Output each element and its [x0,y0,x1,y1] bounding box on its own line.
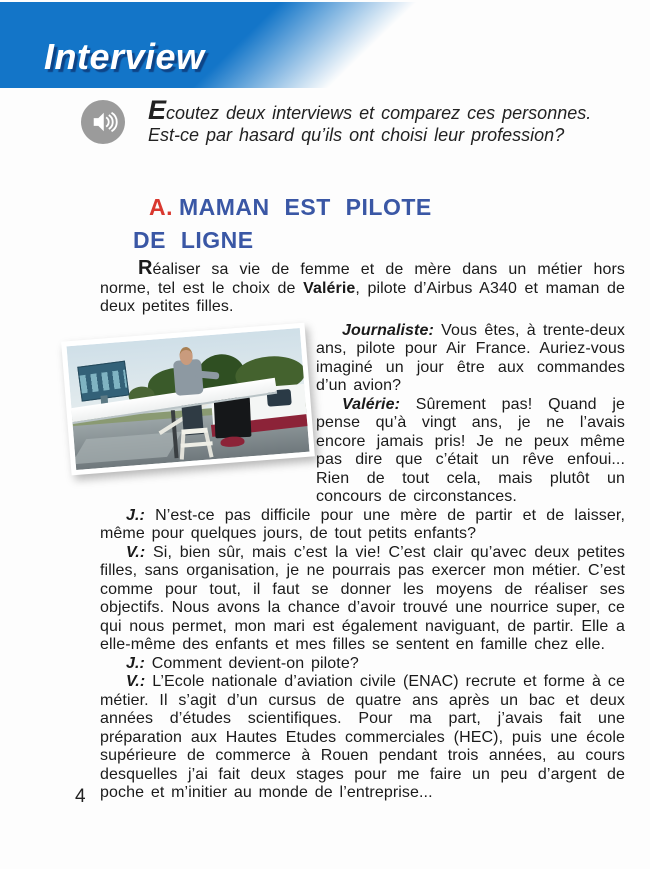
speaker-label: J.: [126,506,145,524]
pilot-photo [61,322,315,475]
instruction-dropcap: E [148,95,167,125]
speaker-label: Journaliste: [342,321,434,339]
speaker-label: Valérie: [342,395,401,413]
speaker-label: V.: [126,673,146,690]
page-title: Interview [44,36,205,77]
photo-float [100,322,316,494]
lead-paragraph [100,259,625,317]
section-title-line1: MAMAN EST PILOTE [179,194,432,220]
dialogue-paragraph [100,673,625,803]
speaker-label: J.: [126,654,145,672]
dialogue-text: Si, bien sûr, mais c’est la vie! C’est clair qu’avec deux petites filles, sans organisation, je ne pourrais pas exercer mon métier. C’est comme pour tout, il faut se donner les moyens de réaliser ses objectifs. Nous avons la chance d’avoir trouvé une nourrice super, ce qui nous permet, mon mari est également naviguant, de partir. Elle a elle-même des enfants et mes filles se sentent en famille chez elle. [100,543,625,653]
speaker-glyph [86,105,120,139]
dialogue-text: Vous êtes, à trente-deux ans, pilote pour Air France. Auriez-vous imaginé un jour être aux commandes d’un avion? [316,321,625,394]
speaker-icon [81,100,125,144]
instruction-text: coutez deux interviews et comparez ces personnes. Est-ce par hasard qu’ils ont choisi leur profession? [148,103,592,145]
article-body [100,259,625,803]
section-title-line2: DE LIGNE [133,227,254,253]
dialogue-paragraph [100,507,625,544]
pilot-photo-scene [66,328,309,470]
section-heading [133,191,432,257]
dialogue-paragraph [100,544,625,655]
dialogue-text: Sûrement pas! Quand je pense qu’à vingt ans, je ne l’avais encore jamais pris! Je ne peux même pas dire que c’était un rêve enfoui... Rien de tout cela, mais plutôt un concours de circonstances. [316,395,625,505]
lead-text-before: éaliser sa vie de femme et de mère dans un métier hors norme, tel est le choix de [100,261,625,297]
lead-name: Valérie [303,279,356,297]
photo-airplane-open-door [214,396,252,438]
listening-instruction [148,95,593,146]
section-heading-line1 [133,191,432,224]
dialogue-text: Comment devient-on pilote? [151,654,359,672]
dialogue-text: L’Ecole nationale d’aviation civile (ENAC) recrute et forme à ce métier. Il s’agit d’un cursus de quatre ans après un bac et deux années d’études scientifiques. Pour ma part, j’avais fait une préparation aux Hautes Etudes commerciales (HEC), puis une école supérieure de commerce à Rouen pendant trois années, au cours desquelles j’ai fait deux stages pour me faire un peu d’argent de poche et m’initier au monde de l’entreprise... [100,673,626,801]
dialogue-paragraph [100,655,625,674]
speaker-label: V.: [126,543,146,561]
page-number: 4 [75,786,86,807]
dialogue-text: N’est-ce pas difficile pour une mère de partir et de laisser, même pour quelques jours, de tout petits enfants? [100,506,625,542]
lead-dropcap: R [138,257,153,279]
section-label: A. [149,194,173,220]
lead-text-after: , pilote d’Airbus A340 et maman de deux petites filles. [100,279,625,315]
